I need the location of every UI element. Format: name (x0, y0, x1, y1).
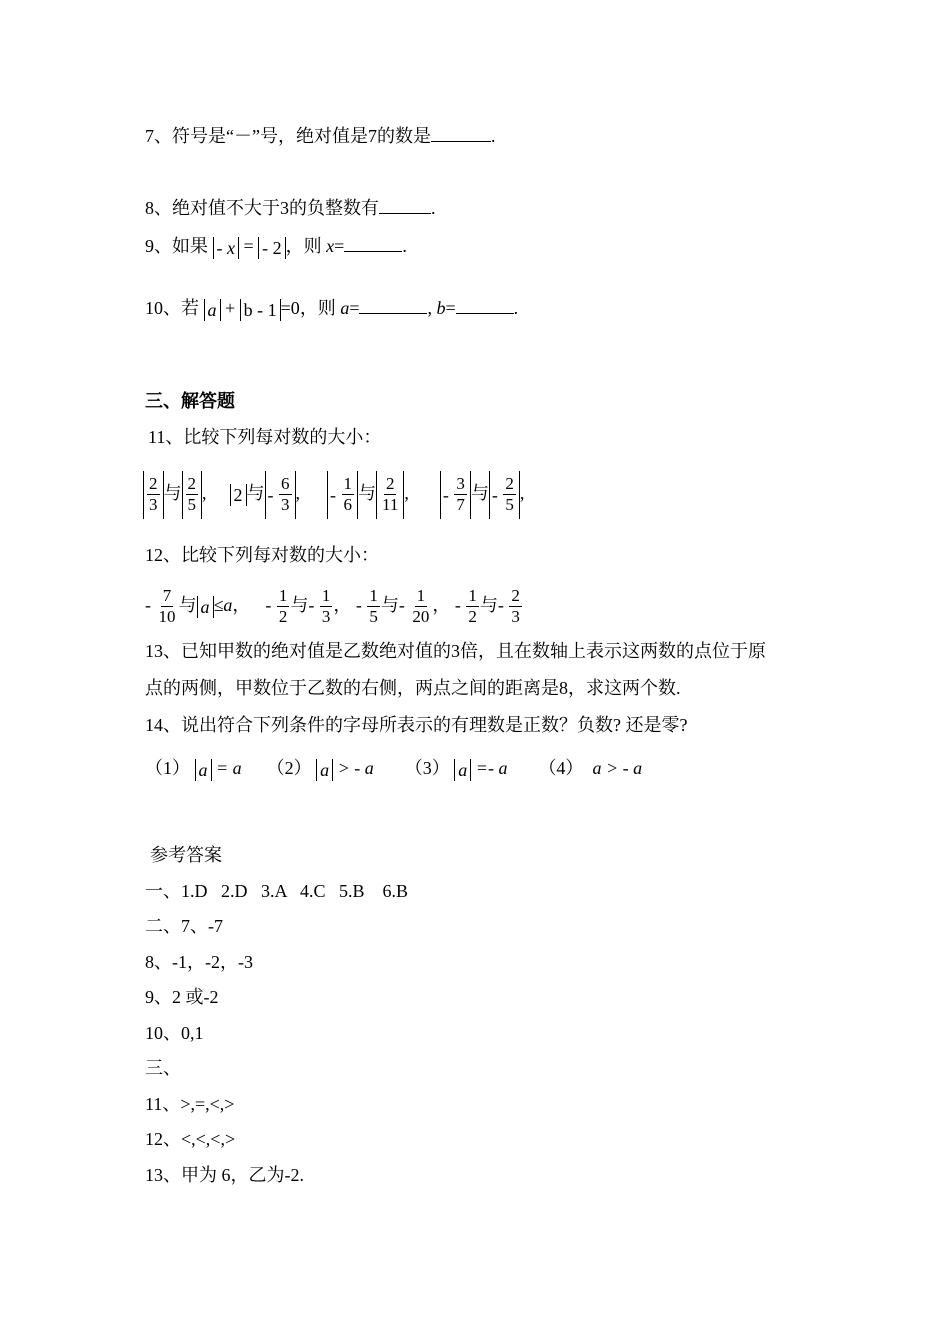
section-heading: 三、解答题 (145, 391, 235, 411)
answer-blank (344, 235, 402, 252)
question-11-text: 11、比较下列每对数的大小： (148, 427, 382, 447)
answer-line: 12、<,<,<,> (145, 1129, 236, 1149)
question-13-line-1: 13、已知甲数的绝对值是乙数绝对值的3倍，且在数轴上表示这两数的点位于原 (145, 641, 766, 661)
answer-line: 三、 (145, 1058, 181, 1078)
answer-line: 9、2 或-2 (145, 987, 219, 1007)
question-12-expressions: - $\frac{7}{10}$ 与 a ≤a， - $\frac{1}{2}$ 与- $\frac{1}{3}$ ， - $\frac{1}{5}$ 与- $\frac{1}{20}$ ， - $\frac{1}{2}$ 与- $\frac{2}{3}$ (145, 586, 520, 627)
abs-b-minus-1: b - 1 (240, 299, 281, 321)
question-9: 9、如果 - x = - 2 ，则 x= . (145, 236, 407, 258)
question-14-text: 14、说出符合下列条件的字母所表示的有理数是正数？负数? 还是零? (145, 715, 688, 735)
abs-a: a (204, 299, 221, 321)
answer-line: 13、甲为 6，乙为-2. (145, 1165, 304, 1185)
answer-blank-a (359, 297, 427, 314)
answer-blank-b (456, 297, 514, 314)
question-8: 8、绝对值不大于3的负整数有 . (145, 198, 436, 218)
abs-neg-2: - 2 (258, 237, 286, 259)
abs-neg-x: - x (213, 237, 240, 259)
question-9-text: 9、如果 (145, 236, 208, 256)
question-12-text: 12、比较下列每对数的大小： (145, 545, 379, 565)
answers-title: 参考答案 (150, 845, 222, 865)
question-11-expressions: $\frac{2}{3}$ 与 $\frac{2}{5}$ , 2 与 - $\frac{6}{3}$ , - $\frac{1}{6}$ 与 $\frac{2}{11}$ , - $\frac{3}{7}$ 与 - $\frac{2}{5}$ , (143, 469, 524, 519)
question-14-conditions: （1） a = a （2） a > - a （3） a =- a （4） a > - a (145, 758, 643, 780)
question-10-text: 10、若 (145, 298, 199, 318)
answer-line: 一、1.D 2.D 3.A 4.C 5.B 6.B (145, 881, 409, 901)
question-13-line-2: 点的两侧，甲数位于乙数的右侧，两点之间的距离是8，求这两个数. (145, 678, 681, 698)
question-8-text: 8、绝对值不大于3的负整数有 (145, 198, 379, 218)
answer-line: 二、7、-7 (145, 916, 223, 936)
answer-blank (379, 197, 431, 214)
answer-line: 10、0,1 (145, 1023, 204, 1043)
question-10: 10、若 a + b - 1 =0，则 a= , b= . (145, 298, 519, 320)
question-7: 7、符号是“－”号，绝对值是7的数是 . (145, 126, 496, 146)
answer-line: 11、>,=,<,> (145, 1094, 235, 1114)
question-7-text: 7、符号是“－”号，绝对值是7的数是 (145, 126, 431, 146)
answer-line: 8、-1，-2，-3 (145, 952, 253, 972)
answer-blank (431, 125, 491, 142)
